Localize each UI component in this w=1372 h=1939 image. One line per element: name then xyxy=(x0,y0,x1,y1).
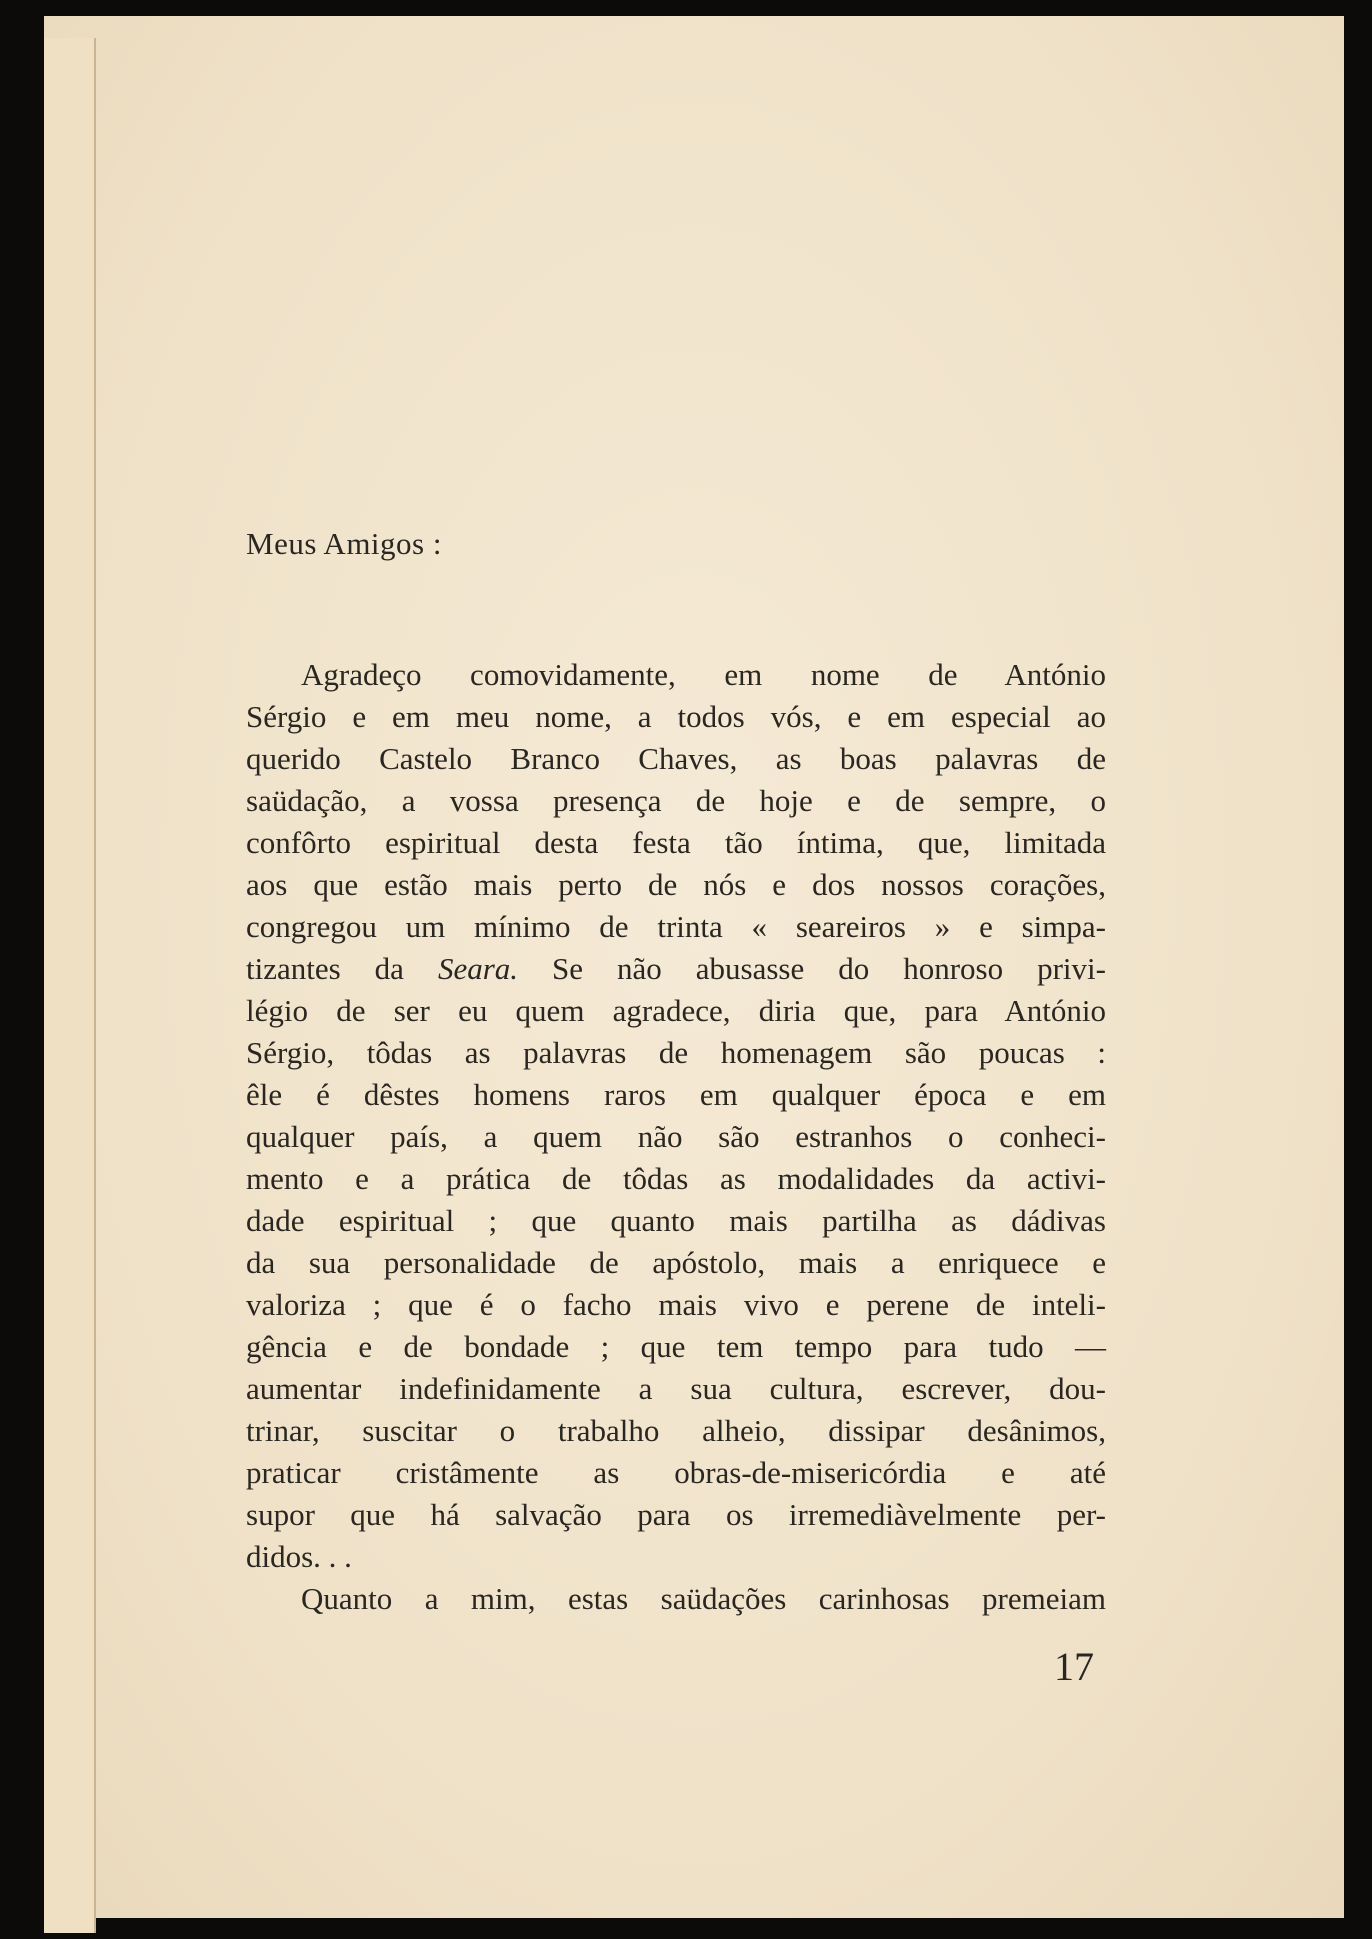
text-line: qualquer país, a quem não são estranhos o conheci- xyxy=(246,1119,1106,1154)
text-line: Sérgio, tôdas as palavras de homenagem são poucas : xyxy=(246,1035,1106,1070)
text-line: saüdação, a vossa presença de hoje e de sempre, o xyxy=(246,783,1106,818)
binding-edge xyxy=(44,38,96,1933)
text-line: Agradeço comovidamente, em nome de António xyxy=(301,657,1106,692)
text-line: supor que há salvação para os irremediàvelmente per- xyxy=(246,1497,1106,1532)
text-line: dade espiritual ; que quanto mais partilha as dádivas xyxy=(246,1203,1106,1238)
text-line: gência e de bondade ; que tem tempo para tudo — xyxy=(246,1329,1106,1364)
text-segment: Se não abusasse do honroso privi- xyxy=(552,951,1106,986)
text-line: légio de ser eu quem agradece, diria que, para António xyxy=(246,993,1106,1028)
page-number: 17 xyxy=(1054,1644,1094,1689)
text-line: da sua personalidade de apóstolo, mais a enriquece e xyxy=(246,1245,1106,1280)
text-line: praticar cristâmente as obras-de-misericórdia e até xyxy=(246,1455,1106,1490)
text-line: aos que estão mais perto de nós e dos nossos corações, xyxy=(246,867,1106,902)
journal-title: Seara. xyxy=(437,951,519,986)
text-line: aumentar indefinidamente a sua cultura, escrever, dou- xyxy=(246,1371,1106,1406)
text-segment: tizantes da xyxy=(246,951,404,986)
text-line: congregou um mínimo de trinta « seareiros » e simpa- xyxy=(246,909,1106,944)
text-line: querido Castelo Branco Chaves, as boas palavras de xyxy=(246,741,1106,776)
text-line: êle é dêstes homens raros em qualquer época e em xyxy=(246,1077,1106,1112)
text-line: Quanto a mim, estas saüdações carinhosas premeiam xyxy=(301,1581,1106,1616)
text-line: mento e a prática de tôdas as modalidades da activi- xyxy=(246,1161,1106,1196)
text-line: valoriza ; que é o facho mais vivo e perene de inteli- xyxy=(246,1287,1106,1322)
text-line: didos. . . xyxy=(246,1539,352,1574)
salutation: Meus Amigos : xyxy=(246,526,442,561)
book-page xyxy=(44,16,1344,1918)
text-line: confôrto espiritual desta festa tão íntima, que, limitada xyxy=(246,825,1106,860)
text-line xyxy=(246,949,1106,989)
text-line: trinar, suscitar o trabalho alheio, dissipar desânimos, xyxy=(246,1413,1106,1448)
text-line: Sérgio e em meu nome, a todos vós, e em especial ao xyxy=(246,699,1106,734)
